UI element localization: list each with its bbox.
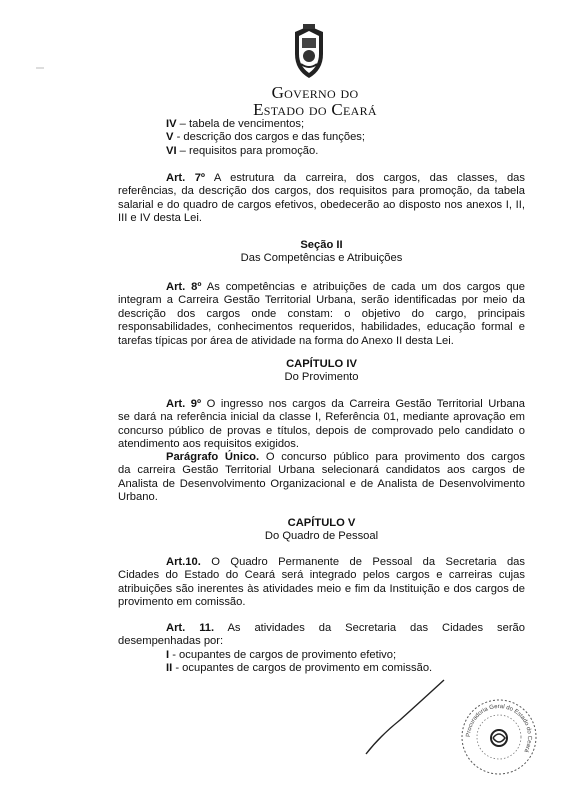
list-top (166, 118, 526, 158)
signature-mark (360, 676, 450, 756)
article-9: Art. 9º O ingresso nos cargos da Carreira Gestão Territorial Urbana se dará na referência inicial da classe I, Referência 01, mediante aprovação em concurso público de provas e títulos, depois de comprovado pelo candidato o atendimento aos requisitos exigidos. (118, 398, 525, 451)
list-item: I - ocupantes de cargos de provimento efetivo; (166, 648, 397, 661)
state-coat-of-arms-icon (289, 24, 329, 80)
margin-mark (36, 66, 44, 70)
list-item: V - descrição dos cargos e das funções; (166, 131, 366, 144)
sole-paragraph: Parágrafo Único. O concurso público para provimento dos cargos da carreira Gestão Territorial Urbana selecionará candidatos aos cargos de Analista de Desenvolvimento Organizacional e de Analista de Desenvolvimento Urbano. (118, 451, 525, 504)
header-line-1: Governo do (271, 83, 359, 102)
article-10: Art.10. O Quadro Permanente de Pessoal da Secretaria das Cidades do Estado do Ceará será integrado pelos cargos e carreiras cujas atribuições são inerentes às atividades meio e fim da Instituição e dos cargos de provimento em comissão. (118, 556, 525, 609)
chapter-5-heading: CAPÍTULO V Do Quadro de Pessoal (264, 517, 379, 543)
list-item: II - ocupantes de cargos de provimento em comissão. (166, 662, 433, 675)
government-header (200, 84, 430, 118)
official-seal-stamp (460, 698, 538, 776)
list-item: IV – tabela de vencimentos; (166, 118, 305, 130)
chapter-4-heading: CAPÍTULO IV Do Provimento (284, 358, 359, 384)
article-8: Art. 8º As competências e atribuições de cada um dos cargos que integram a Carreira Gestão Territorial Urbana, serão identificadas por meio da descrição dos cargos onde constam: o objetivo do cargo, principais responsabilidades, conhecimentos requeridos, habilidades, educação formal e tarefas típicas por área de atividade na forma do Anexo II desta Lei. (118, 281, 525, 347)
list-item: VI – requisitos para promoção. (166, 144, 319, 157)
section-2-heading: Seção II Das Competências e Atribuições (240, 239, 403, 265)
article-11: Art. 11. As atividades da Secretaria das Cidades serão desempenhadas por: I - ocupantes de cargos de provimento efetivo; II - ocupantes de cargos de provimento em comissão. (118, 622, 525, 675)
header-line-2: Estado do Ceará (253, 100, 377, 119)
svg-text:Procuradoria Geral do Estado d: Procuradoria Geral do Estado do Ceará (465, 703, 533, 754)
article-7: Art. 7º A estrutura da carreira, dos cargos, das classes, das referências, da descrição dos cargos, dos requisitos para promoção, da tabela salarial e do quadro de cargos efetivos, obedecerão ao disposto nos anexos I, II, III e IV desta Lei. (118, 172, 525, 225)
